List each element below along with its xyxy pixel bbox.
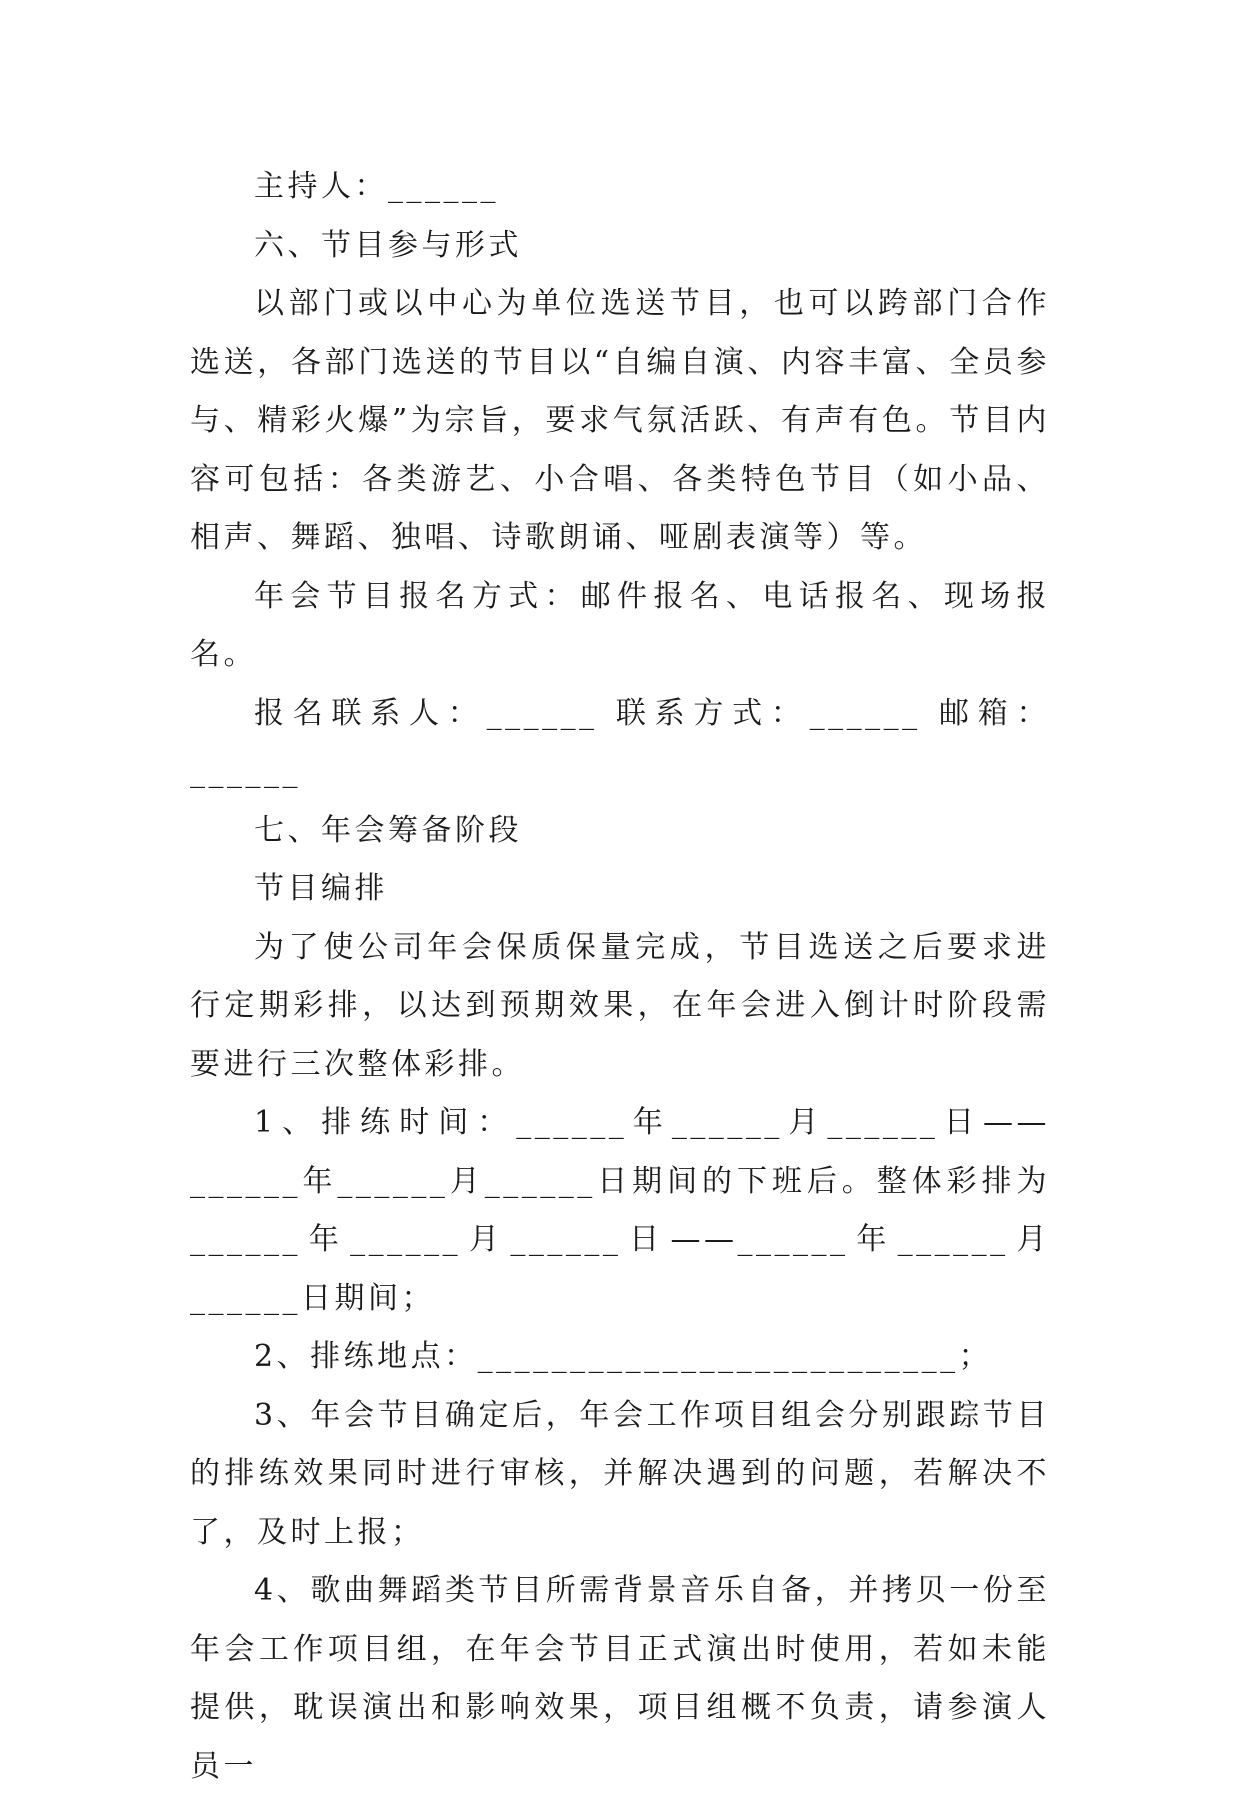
- rehearsal-intro-paragraph: 为了使公司年会保质保量完成，节目选送之后要求进行定期彩排，以达到预期效果，在年会进入倒计时阶段需要进行三次整体彩排。: [190, 929, 1050, 1082]
- program-format-paragraph: 以部门或以中心为单位选送节目，也可以跨部门合作选送，各部门选送的节目以“自编自演、内容丰富、全员参与、精彩火爆”为宗旨，要求气氛活跃、有声有色。节目内容可包括：各类游艺、小合唱、各类特色节目（如小品、相声、舞蹈、独唱、诗歌朗诵、哑剧表演等）等。: [190, 286, 1050, 555]
- background-music-item: 4、歌曲舞蹈类节目所需背景音乐自备，并拷贝一份至年会工作项目组，在年会节目正式演出时使用，若如未能提供，耽误演出和影响效果，项目组概不负责，请参演人员一: [190, 1573, 1050, 1784]
- section-six-heading: 六、节目参与形式: [254, 227, 522, 263]
- program-arrangement-subheading: 节目编排: [254, 871, 388, 906]
- review-process-item: 3、年会节目确定后，年会工作项目组会分别跟踪节目的排练效果同时进行审核，并解决遇到的问题，若解决不了，及时上报；: [190, 1397, 1050, 1550]
- section-seven-heading: 七、年会筹备阶段: [254, 812, 522, 848]
- document-body: [190, 158, 1050, 1796]
- host-line: 主持人：______: [254, 169, 499, 204]
- registration-contact-line: 报名联系人：______ 联系方式：______ 邮箱：______: [190, 695, 1050, 789]
- rehearsal-time-item: 1、排练时间：______年______月______日——______年______月______日期间的下班后。整体彩排为______年______月______日——______年______月______日期间；: [190, 1105, 1050, 1316]
- registration-methods-line: 年会节目报名方式：邮件报名、电话报名、现场报名。: [190, 578, 1050, 672]
- rehearsal-location-item: 2、排练地点：__________________________；: [254, 1339, 993, 1374]
